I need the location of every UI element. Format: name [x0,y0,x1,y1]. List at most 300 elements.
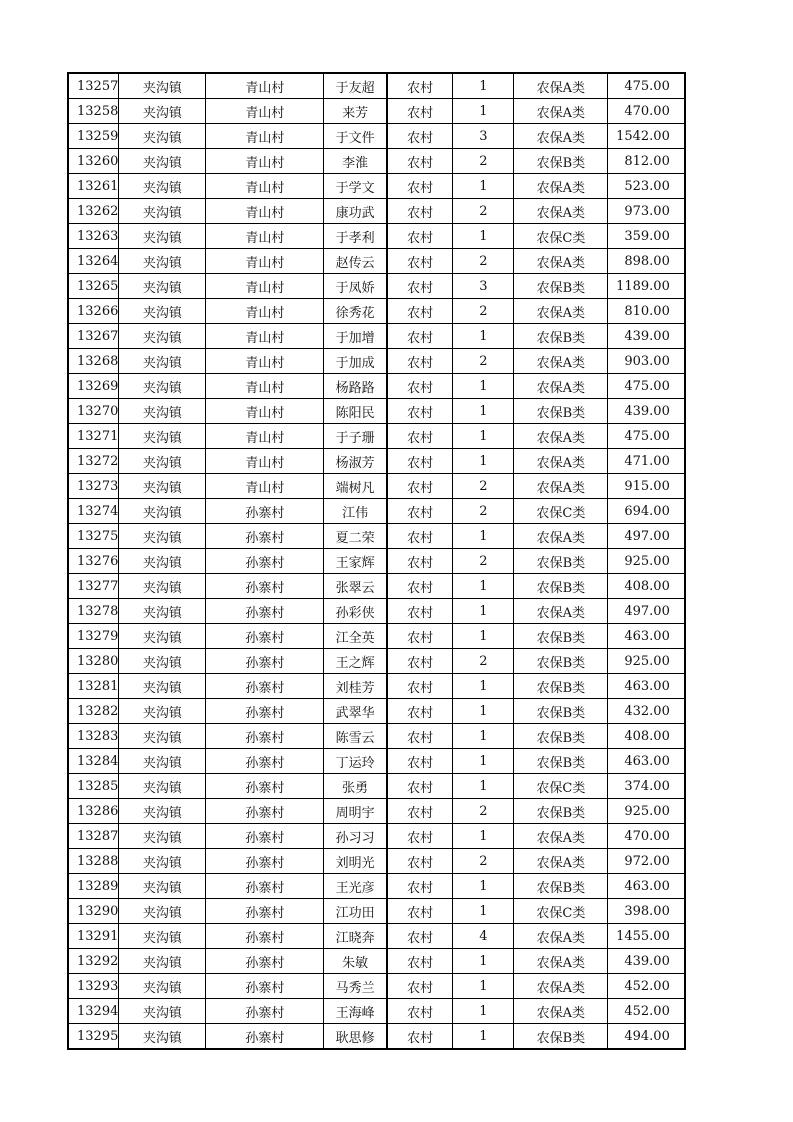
amount-cell: 471.00 [608,449,685,474]
member-count-cell: 2 [453,849,514,874]
village-cell: 青山村 [206,299,324,324]
amount-cell: 1189.00 [608,274,685,299]
town-cell: 夹沟镇 [119,624,206,649]
town-cell: 夹沟镇 [119,274,206,299]
village-cell: 孙寨村 [206,549,324,574]
member-count-cell: 2 [453,149,514,174]
row-id-cell: 13292 [68,949,119,974]
amount-cell: 470.00 [608,99,685,124]
household-type-cell: 农村 [387,774,453,799]
person-name-cell: 刘明光 [324,849,387,874]
amount-cell: 1455.00 [608,924,685,949]
member-count-cell: 1 [453,224,514,249]
insurance-category-cell: 农保A类 [514,599,608,624]
household-type-cell: 农村 [387,524,453,549]
person-name-cell: 武翠华 [324,699,387,724]
person-name-cell: 刘桂芳 [324,674,387,699]
village-cell: 青山村 [206,399,324,424]
household-type-cell: 农村 [387,424,453,449]
amount-cell: 398.00 [608,899,685,924]
insurance-category-cell: 农保A类 [514,999,608,1024]
row-id-cell: 13295 [68,1024,119,1050]
amount-cell: 439.00 [608,399,685,424]
insurance-category-cell: 农保C类 [514,499,608,524]
town-cell: 夹沟镇 [119,449,206,474]
amount-cell: 497.00 [608,599,685,624]
village-cell: 青山村 [206,73,324,99]
member-count-cell: 2 [453,499,514,524]
town-cell: 夹沟镇 [119,749,206,774]
household-type-cell: 农村 [387,599,453,624]
row-id-cell: 13278 [68,599,119,624]
person-name-cell: 王之辉 [324,649,387,674]
village-cell: 孙寨村 [206,774,324,799]
table-row [68,99,685,124]
row-id-cell: 13257 [68,73,119,99]
village-cell: 孙寨村 [206,599,324,624]
person-name-cell: 江晓奔 [324,924,387,949]
member-count-cell: 2 [453,799,514,824]
table-row [68,699,685,724]
household-type-cell: 农村 [387,924,453,949]
amount-cell: 903.00 [608,349,685,374]
insurance-category-cell: 农保A类 [514,849,608,874]
insurance-category-cell: 农保A类 [514,199,608,224]
household-type-cell: 农村 [387,1024,453,1050]
amount-cell: 925.00 [608,649,685,674]
village-cell: 孙寨村 [206,924,324,949]
household-type-cell: 农村 [387,99,453,124]
table-row [68,374,685,399]
town-cell: 夹沟镇 [119,674,206,699]
person-name-cell: 于友超 [324,73,387,99]
household-type-cell: 农村 [387,224,453,249]
amount-cell: 694.00 [608,499,685,524]
household-type-cell: 农村 [387,249,453,274]
town-cell: 夹沟镇 [119,949,206,974]
insurance-category-cell: 农保B类 [514,874,608,899]
insurance-category-cell: 农保A类 [514,424,608,449]
insurance-category-cell: 农保A类 [514,349,608,374]
row-id-cell: 13268 [68,349,119,374]
table-row [68,874,685,899]
table-row [68,899,685,924]
town-cell: 夹沟镇 [119,574,206,599]
amount-cell: 972.00 [608,849,685,874]
member-count-cell: 1 [453,524,514,549]
town-cell: 夹沟镇 [119,349,206,374]
person-name-cell: 陈阳民 [324,399,387,424]
row-id-cell: 13284 [68,749,119,774]
member-count-cell: 1 [453,674,514,699]
member-count-cell: 1 [453,624,514,649]
person-name-cell: 周明宇 [324,799,387,824]
town-cell: 夹沟镇 [119,999,206,1024]
member-count-cell: 1 [453,824,514,849]
table-row [68,724,685,749]
insurance-category-cell: 农保C类 [514,224,608,249]
member-count-cell: 1 [453,449,514,474]
table-row [68,399,685,424]
table-row [68,174,685,199]
member-count-cell: 1 [453,899,514,924]
town-cell: 夹沟镇 [119,399,206,424]
person-name-cell: 李淮 [324,149,387,174]
household-type-cell: 农村 [387,674,453,699]
insurance-category-cell: 农保A类 [514,299,608,324]
town-cell: 夹沟镇 [119,699,206,724]
table-row [68,499,685,524]
household-type-cell: 农村 [387,849,453,874]
household-type-cell: 农村 [387,499,453,524]
member-count-cell: 2 [453,474,514,499]
member-count-cell: 1 [453,324,514,349]
row-id-cell: 13258 [68,99,119,124]
village-cell: 青山村 [206,99,324,124]
village-cell: 孙寨村 [206,1024,324,1050]
member-count-cell: 1 [453,424,514,449]
table-row [68,824,685,849]
town-cell: 夹沟镇 [119,224,206,249]
row-id-cell: 13281 [68,674,119,699]
village-cell: 青山村 [206,374,324,399]
village-cell: 孙寨村 [206,799,324,824]
person-name-cell: 江全英 [324,624,387,649]
row-id-cell: 13293 [68,974,119,999]
row-id-cell: 13259 [68,124,119,149]
member-count-cell: 1 [453,774,514,799]
insurance-category-cell: 农保B类 [514,274,608,299]
village-cell: 青山村 [206,249,324,274]
village-cell: 孙寨村 [206,574,324,599]
insurance-category-cell: 农保A类 [514,174,608,199]
person-name-cell: 孙彩侠 [324,599,387,624]
row-id-cell: 13276 [68,549,119,574]
town-cell: 夹沟镇 [119,149,206,174]
person-name-cell: 于子珊 [324,424,387,449]
member-count-cell: 1 [453,974,514,999]
town-cell: 夹沟镇 [119,324,206,349]
insurance-category-cell: 农保B类 [514,549,608,574]
household-type-cell: 农村 [387,949,453,974]
village-cell: 孙寨村 [206,649,324,674]
amount-cell: 810.00 [608,299,685,324]
row-id-cell: 13287 [68,824,119,849]
town-cell: 夹沟镇 [119,974,206,999]
amount-cell: 494.00 [608,1024,685,1050]
member-count-cell: 1 [453,724,514,749]
row-id-cell: 13266 [68,299,119,324]
row-id-cell: 13283 [68,724,119,749]
household-type-cell: 农村 [387,174,453,199]
row-id-cell: 13285 [68,774,119,799]
insurance-category-cell: 农保B类 [514,324,608,349]
village-cell: 青山村 [206,324,324,349]
person-name-cell: 康功武 [324,199,387,224]
household-type-cell: 农村 [387,899,453,924]
table-row [68,299,685,324]
household-type-cell: 农村 [387,724,453,749]
member-count-cell: 1 [453,949,514,974]
row-id-cell: 13263 [68,224,119,249]
member-count-cell: 1 [453,999,514,1024]
village-cell: 孙寨村 [206,524,324,549]
town-cell: 夹沟镇 [119,174,206,199]
insurance-category-cell: 农保B类 [514,799,608,824]
person-name-cell: 王海峰 [324,999,387,1024]
member-count-cell: 1 [453,874,514,899]
row-id-cell: 13270 [68,399,119,424]
village-cell: 青山村 [206,174,324,199]
amount-cell: 463.00 [608,749,685,774]
insurance-category-cell: 农保B类 [514,649,608,674]
amount-cell: 439.00 [608,949,685,974]
village-cell: 孙寨村 [206,899,324,924]
table-row [68,674,685,699]
village-cell: 青山村 [206,474,324,499]
household-type-cell: 农村 [387,624,453,649]
town-cell: 夹沟镇 [119,374,206,399]
household-type-cell: 农村 [387,399,453,424]
insurance-category-cell: 农保B类 [514,699,608,724]
person-name-cell: 于加成 [324,349,387,374]
row-id-cell: 13260 [68,149,119,174]
household-type-cell: 农村 [387,474,453,499]
town-cell: 夹沟镇 [119,824,206,849]
household-type-cell: 农村 [387,199,453,224]
household-type-cell: 农村 [387,824,453,849]
table-row [68,599,685,624]
person-name-cell: 端树凡 [324,474,387,499]
person-name-cell: 马秀兰 [324,974,387,999]
person-name-cell: 江伟 [324,499,387,524]
row-id-cell: 13267 [68,324,119,349]
village-cell: 孙寨村 [206,624,324,649]
household-type-cell: 农村 [387,799,453,824]
town-cell: 夹沟镇 [119,73,206,99]
town-cell: 夹沟镇 [119,249,206,274]
member-count-cell: 1 [453,574,514,599]
person-name-cell: 丁运玲 [324,749,387,774]
town-cell: 夹沟镇 [119,849,206,874]
person-name-cell: 张勇 [324,774,387,799]
person-name-cell: 王光彦 [324,874,387,899]
member-count-cell: 1 [453,699,514,724]
town-cell: 夹沟镇 [119,724,206,749]
amount-cell: 374.00 [608,774,685,799]
table-row [68,249,685,274]
village-cell: 孙寨村 [206,749,324,774]
amount-cell: 523.00 [608,174,685,199]
table-row [68,199,685,224]
household-type-cell: 农村 [387,374,453,399]
row-id-cell: 13275 [68,524,119,549]
row-id-cell: 13280 [68,649,119,674]
town-cell: 夹沟镇 [119,599,206,624]
town-cell: 夹沟镇 [119,124,206,149]
amount-cell: 408.00 [608,724,685,749]
member-count-cell: 3 [453,274,514,299]
table-row [68,224,685,249]
village-cell: 孙寨村 [206,949,324,974]
assistance-table [67,72,686,1050]
table-row [68,449,685,474]
town-cell: 夹沟镇 [119,649,206,674]
row-id-cell: 13277 [68,574,119,599]
amount-cell: 497.00 [608,524,685,549]
amount-cell: 915.00 [608,474,685,499]
insurance-category-cell: 农保A类 [514,73,608,99]
member-count-cell: 1 [453,749,514,774]
person-name-cell: 杨淑芳 [324,449,387,474]
town-cell: 夹沟镇 [119,99,206,124]
table-row [68,574,685,599]
insurance-category-cell: 农保A类 [514,824,608,849]
amount-cell: 475.00 [608,374,685,399]
table-row [68,949,685,974]
insurance-category-cell: 农保B类 [514,624,608,649]
amount-cell: 973.00 [608,199,685,224]
amount-cell: 925.00 [608,549,685,574]
insurance-category-cell: 农保A类 [514,924,608,949]
village-cell: 孙寨村 [206,974,324,999]
insurance-category-cell: 农保A类 [514,449,608,474]
member-count-cell: 1 [453,1024,514,1050]
row-id-cell: 13273 [68,474,119,499]
amount-cell: 408.00 [608,574,685,599]
amount-cell: 925.00 [608,799,685,824]
town-cell: 夹沟镇 [119,474,206,499]
town-cell: 夹沟镇 [119,499,206,524]
town-cell: 夹沟镇 [119,199,206,224]
row-id-cell: 13274 [68,499,119,524]
member-count-cell: 2 [453,199,514,224]
person-name-cell: 杨路路 [324,374,387,399]
table-row [68,149,685,174]
table-row [68,349,685,374]
town-cell: 夹沟镇 [119,299,206,324]
village-cell: 孙寨村 [206,499,324,524]
person-name-cell: 徐秀花 [324,299,387,324]
household-type-cell: 农村 [387,274,453,299]
row-id-cell: 13261 [68,174,119,199]
member-count-cell: 1 [453,599,514,624]
person-name-cell: 来芳 [324,99,387,124]
town-cell: 夹沟镇 [119,424,206,449]
village-cell: 青山村 [206,449,324,474]
insurance-category-cell: 农保B类 [514,674,608,699]
person-name-cell: 于学文 [324,174,387,199]
person-name-cell: 陈雪云 [324,724,387,749]
member-count-cell: 1 [453,374,514,399]
household-type-cell: 农村 [387,874,453,899]
insurance-category-cell: 农保B类 [514,149,608,174]
insurance-category-cell: 农保C类 [514,899,608,924]
member-count-cell: 2 [453,249,514,274]
member-count-cell: 3 [453,124,514,149]
table-row [68,974,685,999]
amount-cell: 1542.00 [608,124,685,149]
insurance-category-cell: 农保A类 [514,249,608,274]
household-type-cell: 农村 [387,299,453,324]
amount-cell: 439.00 [608,324,685,349]
member-count-cell: 2 [453,349,514,374]
table-row [68,774,685,799]
insurance-category-cell: 农保B类 [514,749,608,774]
household-type-cell: 农村 [387,699,453,724]
row-id-cell: 13262 [68,199,119,224]
table-row [68,999,685,1024]
table-row [68,424,685,449]
village-cell: 孙寨村 [206,699,324,724]
row-id-cell: 13264 [68,249,119,274]
row-id-cell: 13294 [68,999,119,1024]
table-row [68,474,685,499]
table-row [68,73,685,99]
person-name-cell: 张翠云 [324,574,387,599]
village-cell: 青山村 [206,199,324,224]
member-count-cell: 2 [453,649,514,674]
insurance-category-cell: 农保B类 [514,399,608,424]
amount-cell: 898.00 [608,249,685,274]
town-cell: 夹沟镇 [119,774,206,799]
household-type-cell: 农村 [387,449,453,474]
row-id-cell: 13291 [68,924,119,949]
person-name-cell: 于加增 [324,324,387,349]
village-cell: 孙寨村 [206,674,324,699]
insurance-category-cell: 农保A类 [514,949,608,974]
insurance-category-cell: 农保A类 [514,474,608,499]
town-cell: 夹沟镇 [119,524,206,549]
town-cell: 夹沟镇 [119,1024,206,1050]
village-cell: 青山村 [206,124,324,149]
household-type-cell: 农村 [387,649,453,674]
insurance-category-cell: 农保A类 [514,974,608,999]
amount-cell: 432.00 [608,699,685,724]
table-row [68,274,685,299]
table-row [68,924,685,949]
village-cell: 青山村 [206,274,324,299]
insurance-category-cell: 农保A类 [514,99,608,124]
table-body [68,73,685,1049]
insurance-category-cell: 农保B类 [514,1024,608,1050]
member-count-cell: 1 [453,174,514,199]
village-cell: 孙寨村 [206,824,324,849]
table-row [68,624,685,649]
table-row [68,124,685,149]
table-row [68,1024,685,1050]
person-name-cell: 于凤娇 [324,274,387,299]
household-type-cell: 农村 [387,149,453,174]
insurance-category-cell: 农保A类 [514,374,608,399]
village-cell: 青山村 [206,349,324,374]
household-type-cell: 农村 [387,974,453,999]
member-count-cell: 1 [453,73,514,99]
insurance-category-cell: 农保A类 [514,524,608,549]
insurance-category-cell: 农保A类 [514,124,608,149]
village-cell: 孙寨村 [206,724,324,749]
member-count-cell: 1 [453,99,514,124]
village-cell: 孙寨村 [206,999,324,1024]
person-name-cell: 于孝利 [324,224,387,249]
row-id-cell: 13282 [68,699,119,724]
member-count-cell: 2 [453,299,514,324]
person-name-cell: 孙习习 [324,824,387,849]
amount-cell: 463.00 [608,624,685,649]
member-count-cell: 1 [453,399,514,424]
row-id-cell: 13265 [68,274,119,299]
member-count-cell: 2 [453,549,514,574]
